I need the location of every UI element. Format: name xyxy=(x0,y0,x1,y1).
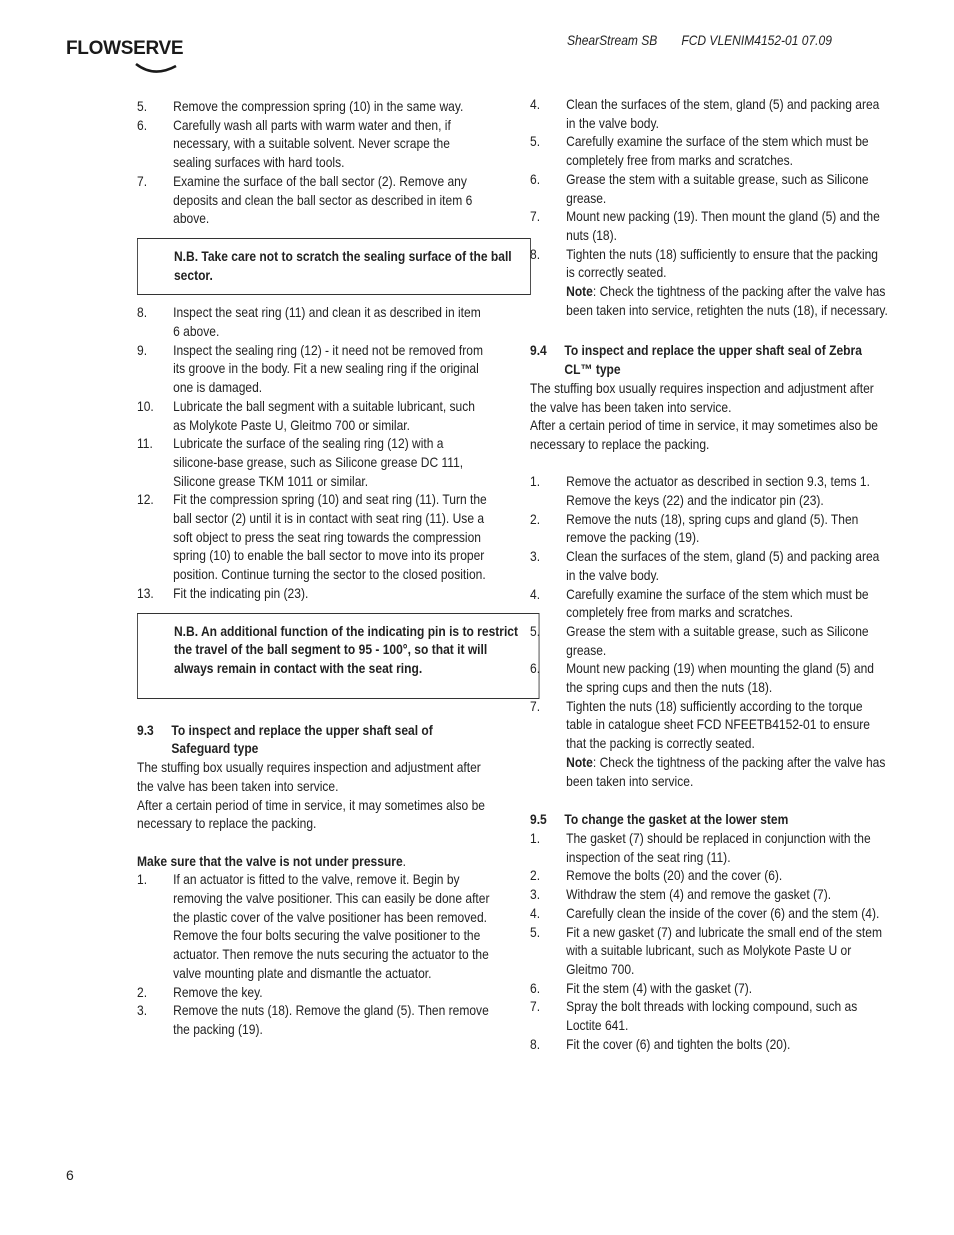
note-text: N.B. Take care not to scratch the sealing surface of the ball sector. xyxy=(173,247,512,283)
item-text: Fit the indicating pin (23). xyxy=(173,584,309,601)
item-text: Inspect the seat ring (11) and clean it as described in item 6 above. xyxy=(173,304,481,340)
list-item xyxy=(530,510,889,547)
section-number: 9.5 xyxy=(530,811,547,828)
list-item xyxy=(137,1001,490,1038)
list-item xyxy=(137,397,490,434)
right-column xyxy=(530,95,889,1053)
list-item xyxy=(530,170,889,207)
list-9-4 xyxy=(530,472,889,790)
list-item xyxy=(137,870,490,982)
list-item xyxy=(137,303,490,340)
item-text: Fit the stem (4) with the gasket (7). xyxy=(566,979,753,996)
item-number: 1. xyxy=(530,830,541,846)
list-item xyxy=(530,866,889,885)
item-text: Fit the cover (6) and tighten the bolts (20). xyxy=(566,1035,791,1052)
list-item xyxy=(137,341,490,397)
section-title: To inspect and replace the upper shaft seal of Safeguard type xyxy=(171,721,433,757)
item-number: 7. xyxy=(530,697,541,714)
item-number: 4. xyxy=(530,904,541,921)
section-title: To change the gasket at the lower stem xyxy=(564,811,789,828)
item-number: 4. xyxy=(530,96,541,112)
list-item xyxy=(530,979,889,998)
list-item xyxy=(530,923,889,979)
list-9-5 xyxy=(530,829,889,1053)
item-text: Withdraw the stem (4) and remove the gasket (7). xyxy=(566,886,832,903)
item-text: Carefully examine the surface of the stem which must be completely free from marks and scratches. xyxy=(566,585,869,621)
note-text: : Check the tightness of the packing after the valve has been taken into service, retighten the nuts (18), if necessary. xyxy=(566,283,888,318)
item-text: Clean the surfaces of the stem, gland (5) and packing area in the valve body. xyxy=(566,96,880,131)
item-number: 8. xyxy=(530,245,541,262)
item-number: 6. xyxy=(530,660,541,677)
item-text: Remove the key. xyxy=(173,983,263,1000)
list-c xyxy=(530,95,889,319)
warning-period: . xyxy=(402,852,406,869)
list-item xyxy=(530,207,889,244)
list-item xyxy=(530,585,889,622)
item-number: 2. xyxy=(137,983,148,1000)
item-text xyxy=(566,245,889,320)
list-item xyxy=(137,172,490,228)
paragraph: The stuffing box usually requires inspection and adjustment after the valve has been taken into service. xyxy=(530,379,874,415)
list-item xyxy=(530,829,889,866)
list-item xyxy=(530,997,889,1034)
item-text: Clean the surfaces of the stem, gland (5) and packing area in the valve body. xyxy=(566,548,880,583)
warning-text: Make sure that the valve is not under pressure xyxy=(137,852,403,869)
list-item xyxy=(530,1035,889,1054)
item-number: 3. xyxy=(530,548,541,565)
logo-swoosh-icon xyxy=(66,38,190,76)
document-code: FCD VLENIM4152-01 07.09 xyxy=(681,32,832,48)
item-number: 10. xyxy=(137,397,154,414)
list-item xyxy=(530,885,889,904)
left-column xyxy=(137,97,519,1039)
paragraph: After a certain period of time in service, it may sometimes also be necessary to replace the packing. xyxy=(530,417,878,452)
item-number: 11. xyxy=(137,435,153,452)
item-text: Remove the actuator as described in section 9.3, tems 1. Remove the keys (22) and the indicator pin (23). xyxy=(566,473,870,509)
list-item xyxy=(137,584,490,603)
list-item xyxy=(530,622,889,659)
item-text: Carefully examine the surface of the stem which must be completely free from marks and scratches. xyxy=(566,133,869,169)
item-number: 6. xyxy=(530,170,541,187)
item-text: Grease the stem with a suitable grease, such as Silicone grease. xyxy=(566,622,869,658)
item-text: Mount new packing (19). Then mount the gland (5) and the nuts (18). xyxy=(566,208,880,243)
item-text: Carefully clean the inside of the cover (6) and the stem (4). xyxy=(566,904,880,921)
item-text xyxy=(566,697,889,791)
list-item xyxy=(530,245,889,320)
list-item xyxy=(137,434,490,490)
list-9-3 xyxy=(137,870,490,1038)
list-item xyxy=(530,697,889,791)
item-number: 5. xyxy=(137,98,148,114)
item-text: Grease the stem with a suitable grease, such as Silicone grease. xyxy=(566,170,869,206)
item-text: The gasket (7) should be replaced in conjunction with the inspection of the seat ring (11). xyxy=(566,830,871,865)
item-number: 4. xyxy=(530,585,541,602)
item-text: Fit the compression spring (10) and seat ring (11). Turn the ball sector (2) until it is in contact with seat ring (11). Use a soft object to press the seat ring towards the compression spring (10) to enable the ball sector to move into its proper position. Continue turning the sector to the closed position. xyxy=(173,491,487,583)
item-text: Remove the nuts (18). Remove the gland (5). Then remove the packing (19). xyxy=(173,1002,489,1037)
note-box-indicating-pin xyxy=(137,613,539,699)
list-item xyxy=(137,983,490,1002)
item-number: 7. xyxy=(137,172,148,189)
list-item xyxy=(530,904,889,923)
section-heading-9-5 xyxy=(530,810,889,829)
note-text: N.B. An additional function of the indicating pin is to restrict the travel of the ball segment to 95 - 100°, so that it will always remain in contact with the seat ring. xyxy=(173,622,519,676)
flowserve-logo xyxy=(66,38,190,76)
item-text: Mount new packing (19) when mounting the gland (5) and the spring cups and then the nuts (18). xyxy=(566,660,874,696)
paragraph: The stuffing box usually requires inspection and adjustment after the valve has been taken into service. xyxy=(137,759,481,794)
item-text: Inspect the sealing ring (12) - it need not be removed from its groove in the body. Fit a new sealing ring if the original one is damaged. xyxy=(173,341,483,396)
note-text: : Check the tightness of the packing after the valve has been taken into service. xyxy=(566,753,886,789)
item-text: Examine the surface of the ball sector (2). Remove any deposits and clean the ball sector as described in item 6 above. xyxy=(173,172,473,227)
list-item xyxy=(137,116,490,172)
item-number: 5. xyxy=(530,622,541,639)
item-text: Lubricate the ball segment with a suitable lubricant, such as Molykote Paste U, Gleitmo 700 or similar. xyxy=(173,397,475,433)
item-number: 3. xyxy=(137,1002,148,1019)
item-number: 7. xyxy=(530,998,541,1015)
list-item xyxy=(530,472,889,509)
list-b xyxy=(137,303,490,602)
list-item xyxy=(137,97,490,116)
item-number: 8. xyxy=(137,304,148,321)
item-text: Remove the nuts (18), spring cups and gland (5). Then remove the packing (19). xyxy=(566,510,859,546)
item-text: Remove the bolts (20) and the cover (6). xyxy=(566,867,783,884)
item-text: If an actuator is fitted to the valve, remove it. Begin by removing the valve positioner. This can easily be done after the plastic cover of the valve positioner has been removed. Remove the four bolts securing the valve positioner to the actuator. Then remove the nuts securing the actuator to the valve mounting plate and dismantle the actuator. xyxy=(173,871,490,981)
item-main-text: Tighten the nuts (18) sufficiently according to the torque table in catalogue sheet FCD NFEETB4152-01 to ensure that the packing is correctly seated. xyxy=(566,697,870,752)
section-heading-9-3 xyxy=(137,721,490,758)
item-text: Remove the compression spring (10) in the same way. xyxy=(173,98,464,114)
item-number: 2. xyxy=(530,510,541,527)
item-text: Carefully wash all parts with warm water and then, if necessary, with a suitable solvent. Never scrape the sealing surfaces with hard tools. xyxy=(173,116,451,171)
note-label: Note xyxy=(566,283,593,300)
list-item xyxy=(530,95,889,132)
item-number: 13. xyxy=(137,584,154,601)
list-item xyxy=(137,490,490,584)
document-header xyxy=(567,32,832,48)
page-number: 6 xyxy=(66,1167,74,1183)
item-text: Fit a new gasket (7) and lubricate the small end of the stem with a suitable lubricant, such as Molykote Paste U or Gleitmo 700. xyxy=(566,923,882,977)
section-number: 9.3 xyxy=(137,721,154,738)
list-item xyxy=(530,132,889,169)
pressure-warning xyxy=(137,852,490,871)
item-number: 6. xyxy=(137,116,148,133)
item-number: 5. xyxy=(530,133,541,150)
item-number: 5. xyxy=(530,923,541,940)
item-number: 7. xyxy=(530,208,541,225)
logo-wordmark: FLOWSERVE xyxy=(66,38,184,59)
item-text: Lubricate the surface of the sealing ring (12) with a silicone-base grease, such as Silicone grease DC 111, Silicone grease TKM 1011 or similar. xyxy=(173,435,464,489)
item-main-text: Tighten the nuts (18) sufficiently to ensure that the packing is correctly seated. xyxy=(566,245,879,281)
section-title: To inspect and replace the upper shaft seal of Zebra CL™ type xyxy=(564,342,862,378)
item-number: 6. xyxy=(530,979,541,996)
list-item xyxy=(530,659,889,696)
item-number: 8. xyxy=(530,1035,541,1052)
item-number: 3. xyxy=(530,886,541,903)
note-box-scratch xyxy=(137,238,531,295)
paragraph: After a certain period of time in service, it may sometimes also be necessary to replace the packing. xyxy=(137,796,485,832)
item-number: 2. xyxy=(530,867,541,884)
list-item xyxy=(530,547,889,584)
item-text: Spray the bolt threads with locking compound, such as Loctite 641. xyxy=(566,998,858,1034)
product-name: ShearStream SB xyxy=(567,32,658,48)
section-number: 9.4 xyxy=(530,342,547,359)
item-number: 12. xyxy=(137,491,154,508)
note-label: Note xyxy=(566,753,593,770)
item-number: 1. xyxy=(137,871,148,888)
list-a xyxy=(137,97,490,228)
item-number: 9. xyxy=(137,341,148,358)
item-number: 1. xyxy=(530,473,541,490)
section-heading-9-4 xyxy=(530,341,889,378)
